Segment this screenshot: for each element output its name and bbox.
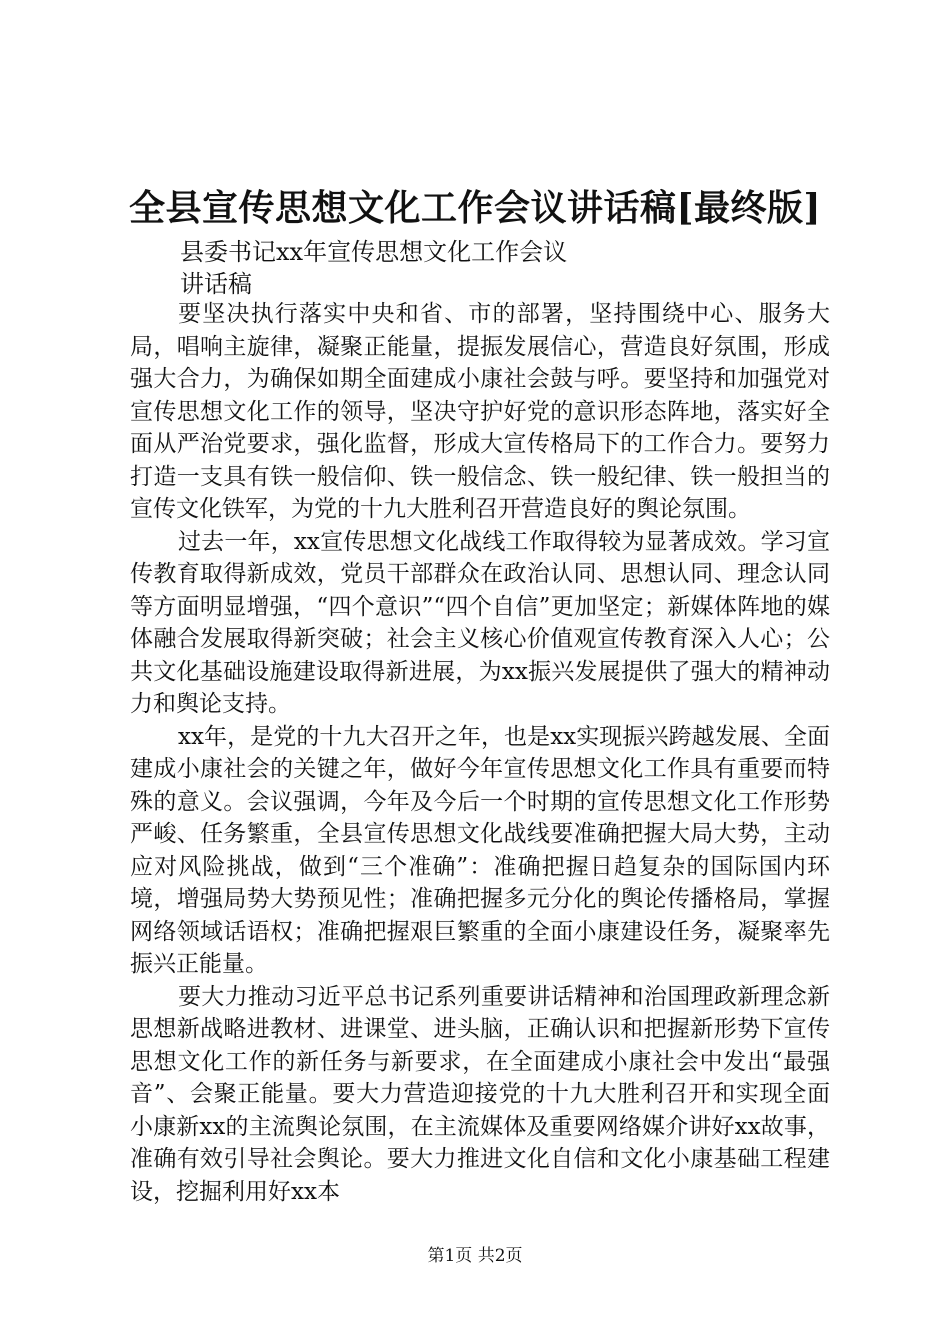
body-paragraph-3: xx年，是党的十九大召开之年，也是xx实现振兴跨越发展、全面建成小康社会的关键之年，做好今年宣传思想文化工作具有重要而特殊的意义。会议强调，今年及今后一个时期的宣传思想文化工作形势严峻、任务繁重，全县宣传思想文化战线要准确把握大局大势，主动应对风险挑战，做到“三个准确”：准确把握日趋复杂的国际国内环境，增强局势大势预见性；准确把握多元分化的舆论传播格局，掌握网络领域话语权；准确把握艰巨繁重的全面小康建设任务，凝聚率先振兴正能量。 [130,723,830,977]
subtitle-line-2: 讲话稿 [180,270,252,298]
page-number-footer: 第1页 共2页 [427,1246,523,1266]
body-paragraph-1: 要坚决执行落实中央和省、市的部署，坚持围绕中心、服务大局，唱响主旋律，凝聚正能量，提振发展信心，营造良好氛围，形成强大合力，为确保如期全面建成小康社会鼓与呼。要坚持和加强党对宣传思想文化工作的领导，坚决守护好党的意识形态阵地，落实好全面从严治党要求，强化监督，形成大宣传格局下的工作合力。要努力打造一支具有铁一般信仰、铁一般信念、铁一般纪律、铁一般担当的宣传文化铁军，为党的十九大胜利召开营造良好的舆论氛围。 [130,301,830,522]
document-body [130,298,830,1208]
body-paragraph-2: 过去一年，xx宣传思想文化战线工作取得较为显著成效。学习宣传教育取得新成效，党员干部群众在政治认同、思想认同、理念认同等方面明显增强，“四个意识”“四个自信”更加坚定；新媒体阵地的媒体融合发展取得新突破；社会主义核心价值观宣传教育深入人心；公共文化基础设施建设取得新进展，为xx振兴发展提供了强大的精神动力和舆论支持。 [130,528,830,717]
subtitle-line-1: 县委书记xx年宣传思想文化工作会议 [180,238,568,266]
document-title: 全县宣传思想文化工作会议讲话稿[最终版] [128,187,822,229]
body-paragraph-4: 要大力推动习近平总书记系列重要讲话精神和治国理政新理念新思想新战略进教材、进课堂、进头脑，正确认识和把握新形势下宣传思想文化工作的新任务与新要求，在全面建成小康社会中发出“最强音”、会聚正能量。要大力营造迎接党的十九大胜利召开和实现全面小康新xx的主流舆论氛围，在主流媒体及重要网络媒介讲好xx故事，准确有效引导社会舆论。要大力推进文化自信和文化小康基础工程建设，挖掘利用好xx本 [130,983,830,1205]
